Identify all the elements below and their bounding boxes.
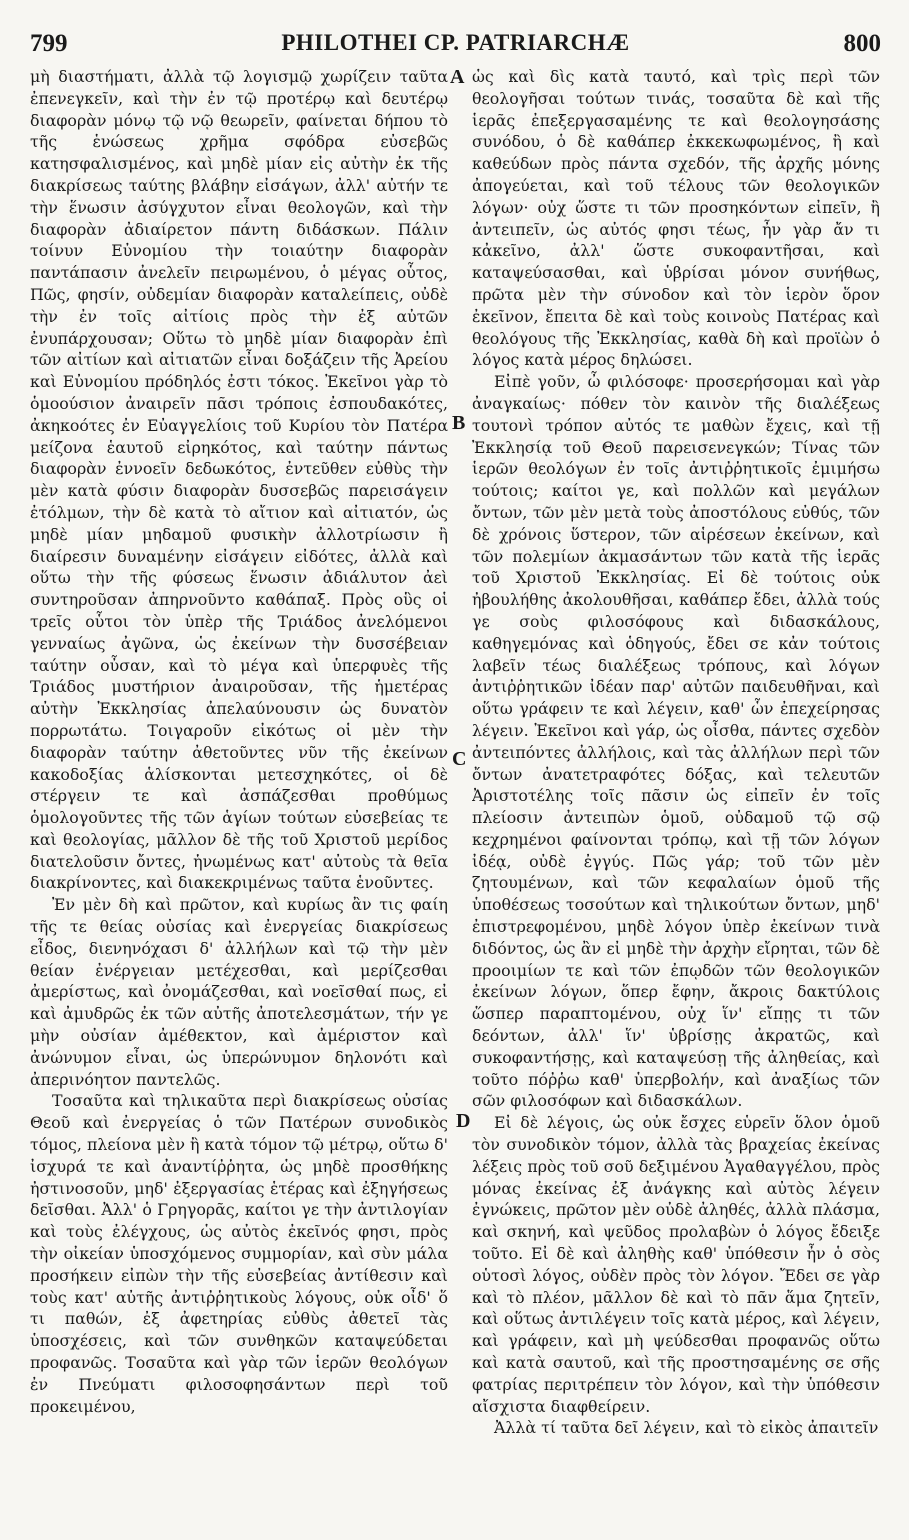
paragraph: μὴ διαστήματι, ἀλλὰ τῷ λογισμῷ χωρίζειν ταῦτα ἐπενεγκεῖν, καὶ τὴν ἐν τῷ προτέρῳ καὶ δευτέρῳ διαφορὰν μόνῳ τῷ νῷ θεωρεῖν, φαίνεται δήπου τὸ τῆς ἑνώσεως χρῆμα σφόδρα εὐσεβῶς κατησφαλισμένος, καὶ μηδὲ μίαν εἰς αὐτὴν ἐκ τῆς διακρίσεως ταύτης βλάβην εἰσάγων, ἀλλ' αὐτήν τε τὴν ἕνωσιν ἀσύγχυτον εἶναι θεολογῶν, καὶ τὴν διαφορὰν ἀδιαίρετον πάντη διδάσκων. Πάλιν τοίνυν Εὐνομίου τὴν τοιαύτην διαφορὰν παντάπασιν ἀνελεῖν πειρωμένου, ὁ μέγας οὗτος, Πῶς, φησίν, οὐδεμίαν διαφορὰν καταλείπεις, οὐδὲ τὴν ἐν τοῖς αἰτίοις πρὸς τὴν ἐξ αὐτῶν ἐνυπάρχουσαν; Οὕτω τὸ μηδὲ μίαν διαφορὰν ἐπὶ τῶν αἰτίων καὶ αἰτιατῶν εἶναι δοξάζειν τῆς Ἀρείου καὶ Εὐνομίου πρόδηλός ἐστι τόκος. Ἐκεῖνοι γὰρ τὸ ὁμοούσιον ἀναιρεῖν πᾶσι τρόποις ἐσπουδακότες, ἀκηκοότες ἐν Εὐαγγελίοις τοῦ Κυρίου τὸν Πατέρα μείζονα ἑαυτοῦ εἰρηκότος, καὶ ταύτην πάντως διαφορὰν ἐννοεῖν δεδωκότος, ἐντεῦθεν εὐθὺς τὴν μὲν κατὰ φύσιν διαφορὰν δυσσεβῶς παρεισάγειν ἐτόλμων, τὴν δὲ κατὰ τὸ αἴτιον καὶ αἰτιατόν, ὡς μηδὲ μίαν μηδαμοῦ φυσικὴν ἀλλοτρίωσιν ἢ διαίρεσιν δυναμένην εἰσάγειν εἰδότες, ἀλλὰ καὶ οὕτω τὴν τῆς φύσεως ἕνωσιν ἀδιάλυτον ἀεὶ συντηροῦσαν ἀπηρνοῦντο καθάπαξ. Πρὸς οὓς οἱ τρεῖς οὗτοι τὸν ὑπὲρ τῆς Τριάδος ἀνελόμενοι γενναίως ἀγῶνα, ὡς ἐκείνων τὴν δυσσέβειαν ταύτην οὖσαν, καὶ τὸ μέγα καὶ ὑπερφυὲς τῆς Τριάδος μυστήριον ἀναιροῦσαν, τῆς ἡμετέρας αὐτὴν Ἐκκλησίας ἀπελαύνουσιν ὡς δυνατὸν πορρωτάτω. Τοιγαροῦν εἰκότως οἱ μὲν τὴν διαφορὰν ταύτην ἀθετοῦντες νῦν τῆς ἐκείνων κακοδοξίας ἁλίσκονται μετεσχηκότες, οἱ δὲ στέργειν τε καὶ ἀσπάζεσθαι προθύμως ὁμολογοῦντες τῆς τῶν ἁγίων τούτων εὐσεβείας τε καὶ θεολογίας, μᾶλλον δὲ τῆς τοῦ Χριστοῦ μερίδος διατελοῦσιν ὄντες, ἡνωμένως κατ' αὐτοὺς τὰ θεῖα διακρίνοντες, καὶ διακεκριμένως ταῦτα ἑνοῦντες.: [30, 67, 448, 893]
section-marker-d: D: [456, 1110, 471, 1132]
section-marker-a: A: [450, 66, 465, 88]
page-number-left: 799: [30, 30, 68, 57]
paragraph: Ἀλλὰ τί ταῦτα δεῖ λέγειν, καὶ τὸ εἰκὸς ἀπαιτεῖν: [494, 1418, 879, 1438]
paragraph: ὡς καὶ δὶς κατὰ ταυτό, καὶ τρὶς περὶ τῶν θεολογῆσαι τούτων τινάς, τοσαῦτα δὲ καὶ τῆς ἱερᾶς ἐπεξεργασαμένης τε καὶ θεολογησάσης συνόδου, ὁ δὲ καθάπερ ἐκκεκωφωμένος, ἢ καὶ καθεύδων πρὸς πάντα σχεδόν, τῆς ἀρχῆς μόνης ἀπογεύεται, καὶ τοῦ τέλους τῶν θεολογικῶν λόγων· οὐχ ὥστε τι τῶν προσηκόντων εἰπεῖν, ἢ ἀντειπεῖν, ὡς αὐτός φησι τέως, ἦν γὰρ ἄν τι κἀκεῖνο, ἀλλ' ὥστε συκοφαντῆσαι, καὶ καταψεύσασθαι, καὶ ὑβρίσαι μόνον συνήθως, πρῶτα μὲν τὴν σύνοδον καὶ τὸν ἱερὸν ὅρον ἐκεῖνον, ἔπειτα δὲ καὶ τοὺς κοινοὺς Πατέρας καὶ θεολόγους τῆς Ἐκκλησίας, καθὰ δὴ καὶ προϊὼν ὁ λόγος κατὰ μέρος δηλώσει.: [472, 67, 880, 370]
section-marker-b: B: [452, 412, 466, 434]
page-header: [30, 30, 881, 58]
paragraph: Ἐν μὲν δὴ καὶ πρῶτον, καὶ κυρίως ἂν τις φαίη τῆς τε θείας οὐσίας καὶ ἐνεργείας διακρίσεως εἶδος, διενηνόχασι δ' ἀλλήλων καὶ τῷ τὴν μὲν θείαν ἐνέργειαν μετέχεσθαι, καὶ μερίζεσθαι ἀμερίστως, καὶ ὀνομάζεσθαι, καὶ νοεῖσθαί πως, εἰ καὶ ἀμυδρῶς ἐκ τῶν αὐτῆς ἀποτελεσμάτων, τήν γε μὴν οὐσίαν ἀμέθεκτον, καὶ ἀμέριστον καὶ ἀνώνυμον εἶναι, ὡς ὑπερώνυμον δηλονότι καὶ ἀπερινόητον παντελῶς.: [30, 895, 448, 1089]
running-title: PHILOTHEI CP. PATRIARCHÆ: [281, 30, 630, 55]
left-column: [30, 66, 448, 1520]
paragraph: Εἰ δὲ λέγοις, ὡς οὐκ ἔσχες εὑρεῖν ὅλον ὁμοῦ τὸν συνοδικὸν τόμον, ἀλλὰ τὰς βραχείας ἐκείνας λέξεις πρὸς τοῦ σοῦ δεξιμένου Ἀγαθαγγέλου, πρὸς μόνας ἐκείνας ἐξ ἀνάγκης καὶ αὐτὸς λέγειν ἐγνώκεις, πρῶτον μὲν οὐδὲ ἀληθές, ἀλλὰ πλάσμα, καὶ σκηνή, καὶ ψεῦδος προλαβὼν ὁ λόγος ἔδειξε τοῦτο. Εἰ δὲ καὶ ἀληθὴς καθ' ὑπόθεσιν ἦν ὁ σὸς οὑτοσὶ λόγος, οὐδὲν πρὸς τὸν λόγον. Ἔδει σε γὰρ καὶ τὸ πλέον, μᾶλλον δὲ καὶ τὸ πᾶν ἅμα ζητεῖν, καὶ οὕτως ἀντιλέγειν τοῖς κατὰ μέρος, καὶ λέγειν, καὶ γράφειν, καὶ μὴ ψεύδεσθαι προφανῶς οὕτω καὶ κατὰ σαυτοῦ, καὶ τῆς προστησαμένης σε σῆς φατρίας περιτρέπειν τὸν λόγον, καὶ τὴν ὑπόθεσιν αἴσχιστα διαφθείρειν.: [472, 1113, 880, 1416]
paragraph: Τοσαῦτα καὶ τηλικαῦτα περὶ διακρίσεως οὐσίας Θεοῦ καὶ ἐνεργείας ὁ τῶν Πατέρων συνοδικὸς τόμος, πλείονα μὲν ἢ κατὰ τόμον τῷ μέτρῳ, οὕτω δ' ἰσχυρά τε καὶ ἀναντίῤῥητα, ὡς μηδὲ προσθήκης ἠστινοσοῦν, μηδ' ἐξεργασίας ἑτέρας καὶ ἐξηγήσεως δεῖσθαι. Ἀλλ' ὁ Γρηγορᾶς, καίτοι γε τὴν ἀντιλογίαν καὶ τοὺς ἐλέγχους, ὡς αὐτὸς ἐκεῖνός φησι, πρὸς τὴν οἰκείαν ὑποσχόμενος συμμορίαν, καὶ σὺν μάλα προσήκειν εἰπὼν τὴν τῆς εὐσεβείας ἀντίθεσιν καὶ τοὺς κατ' αὐτῆς ἀντιῤῥητικοὺς λόγους, οὐκ οἶδ' ὅ τι παθών, ἐξ ἀφετηρίας εὐθὺς ἀθετεῖ τὰς ὑποσχέσεις, καὶ τῶν συνθηκῶν καταψεύδεται προφανῶς. Τοσαῦτα καὶ γὰρ τῶν ἱερῶν θεολόγων ἐν Πνεύματι φιλοσοφησάντων περὶ τοῦ προκειμένου,: [30, 1091, 448, 1416]
paragraph: Εἰπὲ γοῦν, ὦ φιλόσοφε· προσερήσομαι καὶ γὰρ ἀναγκαίως· πόθεν τὸν καινὸν τῆς διαλέξεως τουτονὶ τρόπον αὐτός τε μαθὼν ἔχεις, καὶ τῇ Ἐκκλησίᾳ τοῦ Θεοῦ παρεισενεγκών; Τίνας τῶν ἱερῶν θεολόγων ἐν τοῖς ἀντιῤῥητικοῖς ἐμιμήσω τούτοις; καίτοι γε, καὶ πολλῶν καὶ μεγάλων ὄντων, τῶν μὲν μετὰ τοὺς ἀποστόλους εὐθύς, τῶν δὲ χρόνοις ὕστερον, τῶν αἱρέσεων ἐκείνων, καὶ τῶν πολεμίων ἀκμασάντων τῶν κατὰ τῆς ἱερᾶς τοῦ Χριστοῦ Ἐκκλησίας. Εἰ δὲ τούτοις οὐκ ἠβουλήθης ἀκολουθῆσαι, καθάπερ ἔδει, ἀλλὰ τούς γε σοὺς φιλοσόφους καὶ διδασκάλους, καθηγεμόνας καὶ ὁδηγούς, ἔδει σε κἀν τούτοις λαβεῖν τέως διαλέξεως τρόπους, καὶ λόγων ἀντιῤῥητικῶν ἰδέαν παρ' αὐτῶν παιδευθῆναι, καὶ οὕτω γράφειν τε καὶ λέγειν, καθ' ὧν ἐπεχείρησας λέγειν. Ἐκεῖνοι καὶ γάρ, ὡς οἶσθα, πάντες σχεδὸν ἀντειπόντες ἀλλήλοις, καὶ τὰς ἀλλήλων περὶ τῶν ὄντων ἀνατετραφότες δόξας, καὶ τελευτῶν Ἀριστοτέλης τοῖς πᾶσιν ὡς εἰπεῖν ἐν τοῖς πλείοσιν ἀντειπὼν ὁμοῦ, οὐδαμοῦ τῷ σῷ κεχρημένοι φαίνονται τρόπῳ, καὶ τῇ τῶν λόγων ἰδέᾳ, οὐδὲ ἐγγύς. Πῶς γάρ; τοῦ τῶν μὲν ζητουμένων, καὶ τῶν κεφαλαίων ὁμοῦ τῆς ὑποθέσεως τοσούτων καὶ τηλικούτων ὄντων, μηδ' ἐπιστρεφομένου, μηδὲ λόγον ὑπὲρ ἐκείνων τινὰ διδόντος, ὡς ἂν εἰ μηδὲ τὴν ἀρχὴν εἴρηται, τῶν δὲ προοιμίων τε καὶ τῶν ἐπῳδῶν τῶν θεολογικῶν ἐκείνων λόγων, ὅπερ ἔφην, ἄκροις δακτύλοις ὥσπερ παραπτομένου, οὐχ ἵν' εἴπῃς τι τῶν δεόντων, ἀλλ' ἵν' ὑβρίσῃς ἀκρατῶς, καὶ συκοφαντήσῃς, καὶ καταψεύσῃ τῆς ἀληθείας, καὶ τοῦτο πόῤῥω καθ' ὑπερβολήν, καὶ ἀναξίως τῶν σῶν φιλοσόφων καὶ διδασκάλων.: [472, 372, 880, 1111]
section-marker-c: C: [452, 748, 467, 770]
right-column: [472, 66, 880, 1520]
page-number-right: 800: [843, 30, 881, 57]
